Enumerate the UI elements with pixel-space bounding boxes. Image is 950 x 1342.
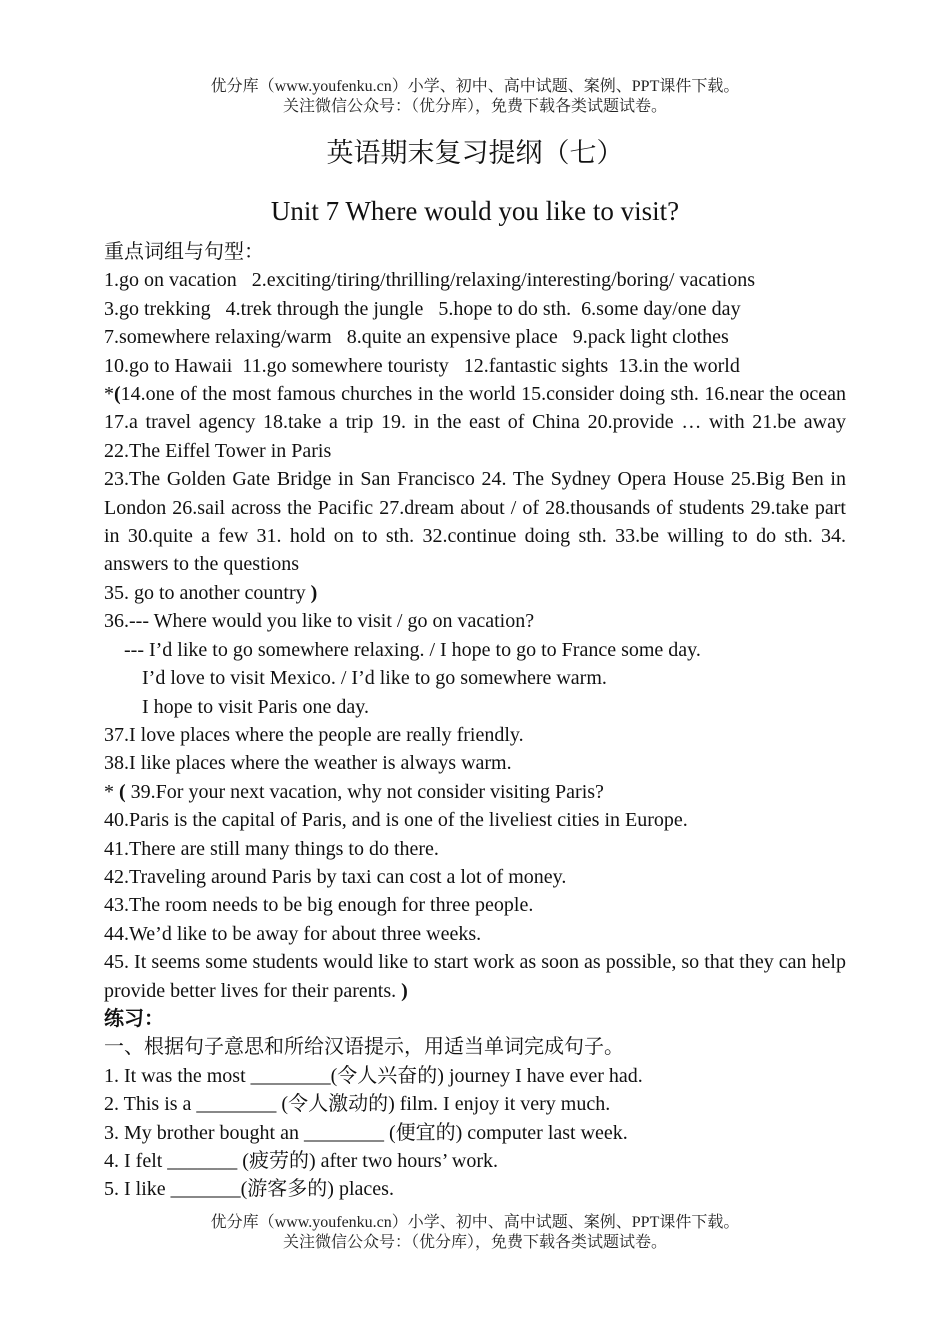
practice-item: 5. I like _______(游客多的) places.	[104, 1178, 394, 1201]
open-paren: (	[119, 780, 126, 803]
footer-line-2: 关注微信公众号：（优分库），免费下载各类试题试卷。	[282, 1234, 667, 1251]
phrase-paragraph-1-text: 14.one of the most famous churches in the world 15.consider doing sth. 16.near the ocean 17.a travel agency 18.take a trip 19. in the east of China 20.provide … with 21.be away 22.The Eiffel Tower in Paris	[104, 383, 846, 462]
sentence-36: 36.--- Where would you like to visit / go on vacation?	[104, 610, 535, 633]
phrase-line-1: 1.go on vacation 2.exciting/tiring/thrilling/relaxing/interesting/boring/ vacations	[104, 269, 755, 292]
phrase-line-2: 3.go trekking 4.trek through the jungle 5.hope to do sth. 6.some day/one day	[104, 297, 741, 320]
open-paren: (	[114, 383, 121, 406]
sentence-40: 40.Paris is the capital of Paris, and is one of the liveliest cities in Europe.	[104, 809, 688, 832]
practice-item: 4. I felt _______ (疲劳的) after two hours’ work.	[104, 1150, 498, 1172]
practice-label: 练习：	[104, 1007, 164, 1030]
page-title-chinese: 英语期末复习提纲（七）	[326, 138, 624, 168]
footer-line-1: 优分库（www.youfenku.cn）小学、初中、高中试题、案例、PPT课件下载。	[210, 1214, 740, 1231]
sentence-44: 44.We’d like to be away for about three weeks.	[104, 922, 482, 945]
sentence-39	[104, 778, 846, 806]
phrase-line-3: 7.somewhere relaxing/warm 8.quite an expensive place 9.pack light clothes	[104, 326, 729, 349]
page-title-english: Unit 7 Where would you like to visit?	[270, 196, 680, 226]
sentence-41: 41.There are still many things to do there.	[104, 837, 439, 860]
section-label: 重点词组与句型：	[104, 241, 264, 263]
phrase-paragraph-2: 23.The Golden Gate Bridge in San Francisco 24. The Sydney Opera House 25.Big Ben in London 26.sail across the Pacific 27.dream about / of 28.thousands of students 29.take part in 30.quite a few 31. hold on to sth. 32.continue doing sth. 33.be willing to do sth. 34. answers to the questions	[104, 468, 846, 576]
sentence-36-answer-2: I’d love to visit Mexico. / I’d like to go somewhere warm.	[142, 667, 607, 690]
sentence-43: 43.The room needs to be big enough for three people.	[104, 894, 534, 917]
sentence-37: 37.I love places where the people are really friendly.	[104, 723, 524, 746]
sentence-36-answer-1: --- I’d like to go somewhere relaxing. / I hope to go to France some day.	[124, 638, 701, 661]
document-body	[104, 238, 846, 1204]
practice-instruction: 一、根据句子意思和所给汉语提示，用适当单词完成句子。	[104, 1036, 624, 1059]
close-paren: )	[401, 979, 408, 1002]
practice-item: 3. My brother bought an ________ (便宜的) computer last week.	[104, 1121, 628, 1144]
sentence-38: 38.I like places where the weather is always warm.	[104, 752, 512, 775]
sentence-45	[104, 948, 846, 1005]
phrase-line-4: 10.go to Hawaii 11.go somewhere touristy 12.fantastic sights 13.in the world	[104, 354, 740, 377]
phrase-line-35-text: 35. go to another country	[104, 581, 311, 604]
practice-item: 2. This is a ________ (令人激动的) film. I enjoy it very much.	[104, 1093, 611, 1116]
sentence-42: 42.Traveling around Paris by taxi can cost a lot of money.	[104, 865, 567, 888]
header-line-2: 关注微信公众号：（优分库），免费下载各类试题试卷。	[282, 98, 667, 115]
asterisk-marker: *	[104, 383, 114, 406]
phrase-line-35	[104, 579, 846, 607]
asterisk-marker: *	[104, 780, 119, 803]
close-paren: )	[310, 581, 318, 604]
sentence-45-text: 45. It seems some students would like to start work as soon as possible, so that they can help provide better lives for their parents.	[104, 951, 846, 1002]
practice-item: 1. It was the most ________(令人兴奋的) journey I have ever had.	[104, 1064, 643, 1087]
header-line-1: 优分库（www.youfenku.cn）小学、初中、高中试题、案例、PPT课件下载。	[210, 78, 740, 95]
sentence-39-text: 39.For your next vacation, why not consider visiting Paris?	[125, 780, 604, 803]
phrase-paragraph-1	[104, 380, 846, 465]
sentence-36-answer-3: I hope to visit Paris one day.	[142, 695, 370, 718]
